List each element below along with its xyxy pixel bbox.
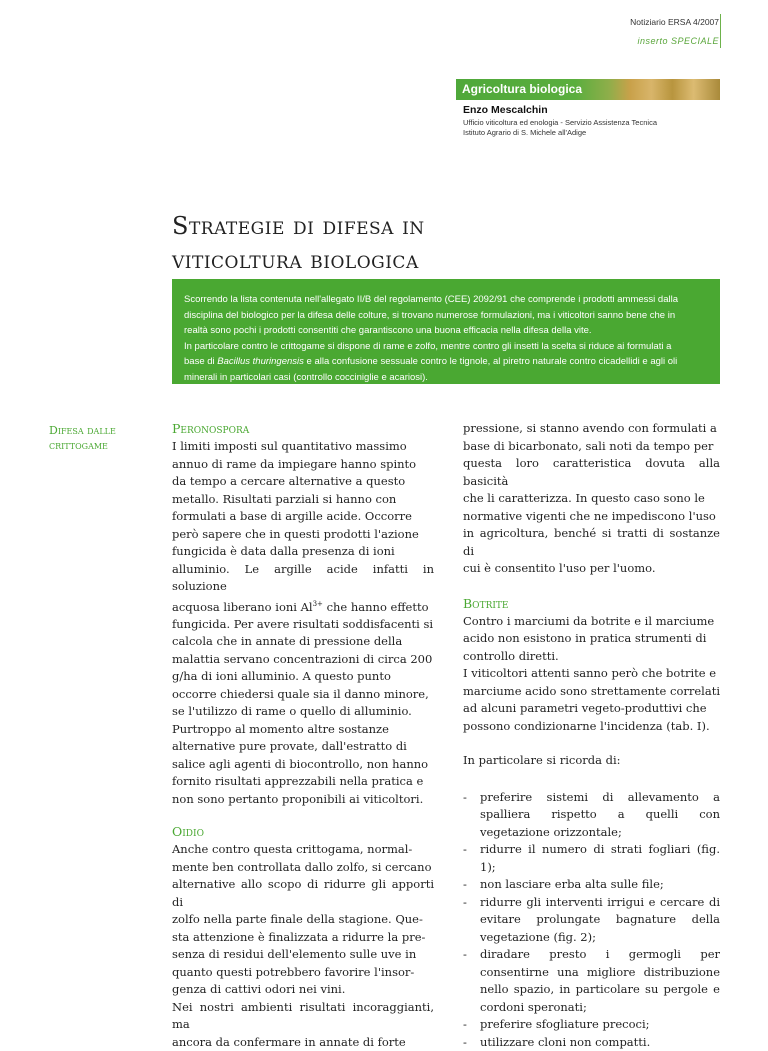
column-left [172,420,434,1051]
heading-peronospora: Peronospora [172,420,434,438]
affiliation-line: Ufficio viticoltura ed enologia - Servizio Assistenza Tecnica [463,118,657,128]
botrite-text: Contro i marciumi da botrite e il marciume acido non esistono in pratica strumenti di controllo diretti. I viticoltori attenti sanno però che botrite e marciume acido sono strettamente correlati ad alcuni parametri vegeto-produttivi che possono condizionarne l'incidenza (tab. I). [463,613,720,736]
list-item: - non lasciare erba alta sulle file; [463,876,720,894]
abstract-line: realtà sono pochi i prodotti consentiti che garantiscono una buona efficacia nella difesa della vite. [184,323,712,339]
heading-oidio: Oidio [172,823,434,841]
sidebar-heading [49,423,154,453]
list-item: - preferire sistemi di allevamento a spalliera rispetto a quelli con vegetazione orizzontale; [463,789,720,842]
oidio-text: Anche contro questa crittogama, normal- mente ben controllata dallo zolfo, si cercano alternative allo scopo di ridurre gli apporti di zolfo nella parte finale della stagione. Que- sta attenzione è finalizzata a ridurre la pre- senza di residui dell'elemento sulle uve in quanto questi potrebbero favorire l'insor- genza di cattivi odori nei vini. Nei nostri ambienti risultati incoraggianti, ma ancora da confermare in annate di forte [172,841,434,1051]
abstract-line: Scorrendo la lista contenuta nell'allegato II/B del regolamento (CEE) 2092/91 che comprende i prodotti ammessi dalla [184,292,712,308]
abstract-line: disciplina del biologico per la difesa delle colture, si trovano numerose formulazioni, ma i viticoltori sanno bene che in [184,308,712,324]
oidio-text-continued: pressione, si stanno avendo con formulati a base di bicarbonato, sali noti da tempo per questa loro caratteristica dovuta alla basicità che li caratterizza. In questo caso sono le normative vigenti che ne impediscono l'uso in agricoltura, benché si tratti di sostanze di cui è consentito l'uso per l'uomo. [463,420,720,578]
recommendation-list [463,789,720,1051]
abstract-line: In particolare contro le crittogame si dispone di rame e zolfo, mentre contro gli insetti la scelta si riduce ai formulati a [184,339,712,355]
list-item: - ridurre il numero di strati fogliari (fig. 1); [463,841,720,876]
sidebar-line: crittogame [49,438,154,453]
author-affiliation [463,118,657,138]
list-item: - utilizzare cloni non compatti. [463,1034,720,1051]
title-line: viticoltura biologica [172,243,692,277]
title-line: Strategie di difesa in [172,209,692,243]
author-name: Enzo Mescalchin [463,104,657,116]
list-item: - preferire sfogliature precoci; [463,1016,720,1034]
column-right [463,420,720,1051]
affiliation-line: Istituto Agrario di S. Michele all'Adige [463,128,657,138]
insert-label: inserto SPECIALE [630,36,719,46]
species-name: Bacillus thuringensis [217,356,304,367]
superscript-charge: 3+ [313,600,323,608]
abstract-text [184,292,712,385]
sidebar-line: Difesa dalle [49,423,154,438]
section-banner-label: Agricoltura biologica [462,82,582,96]
list-item: - diradare presto i germogli per consentirne una migliore distribuzione nello spazio, in particolare su pergole e cordoni speronati; [463,946,720,1016]
peronospora-text: I limiti imposti sul quantitativo massimo annuo di rame da impiegare hanno spinto da tempo a cercare alternative a questo metallo. Risultati parziali si hanno con formulati a base di argille acide. Occorre però sapere che in questi prodotti l'azione fungicida è data dalla presenza di ioni alluminio. Le argille acide infatti in soluzione acquosa liberano ioni $Al^{3+}$ che hanno effetto fungicida. Per avere risultati soddisfacenti si calcola che in annate di pressione della malattia servano concentrazioni di circa 200 g/ha di ioni alluminio. A questo punto occorre chiedersi quale sia il danno minore, se l'utilizzo di rame o quello di alluminio. Purtroppo al momento altre sostanze alternative pure provate, dall'estratto di salice agli agenti di biocontrollo, non hanno fornito risultati apprezzabili nella pratica e non sono pertanto proponibili ai viticoltori. [172,438,434,808]
publication-label: Notiziario ERSA 4/2007 [630,16,719,28]
author-block [463,104,657,138]
list-item: - ridurre gli interventi irrigui e cercare di evitare prolungate bagnature della vegetazione (fig. 2); [463,894,720,947]
article-title [172,209,692,277]
abstract-line: minerali in particolari casi (controllo cocciniglie e acariosi). [184,370,712,386]
heading-botrite: Botrite [463,595,720,613]
abstract-box [172,279,720,384]
page-header [630,16,719,46]
header-divider [720,14,721,48]
botrite-intro: In particolare si ricorda di: [463,752,720,770]
abstract-line: base di Bacillus thuringensis e alla confusione sessuale contro le tignole, al piretro naturale contro cicadellidi e agli oli [184,354,712,370]
section-banner [456,79,720,100]
